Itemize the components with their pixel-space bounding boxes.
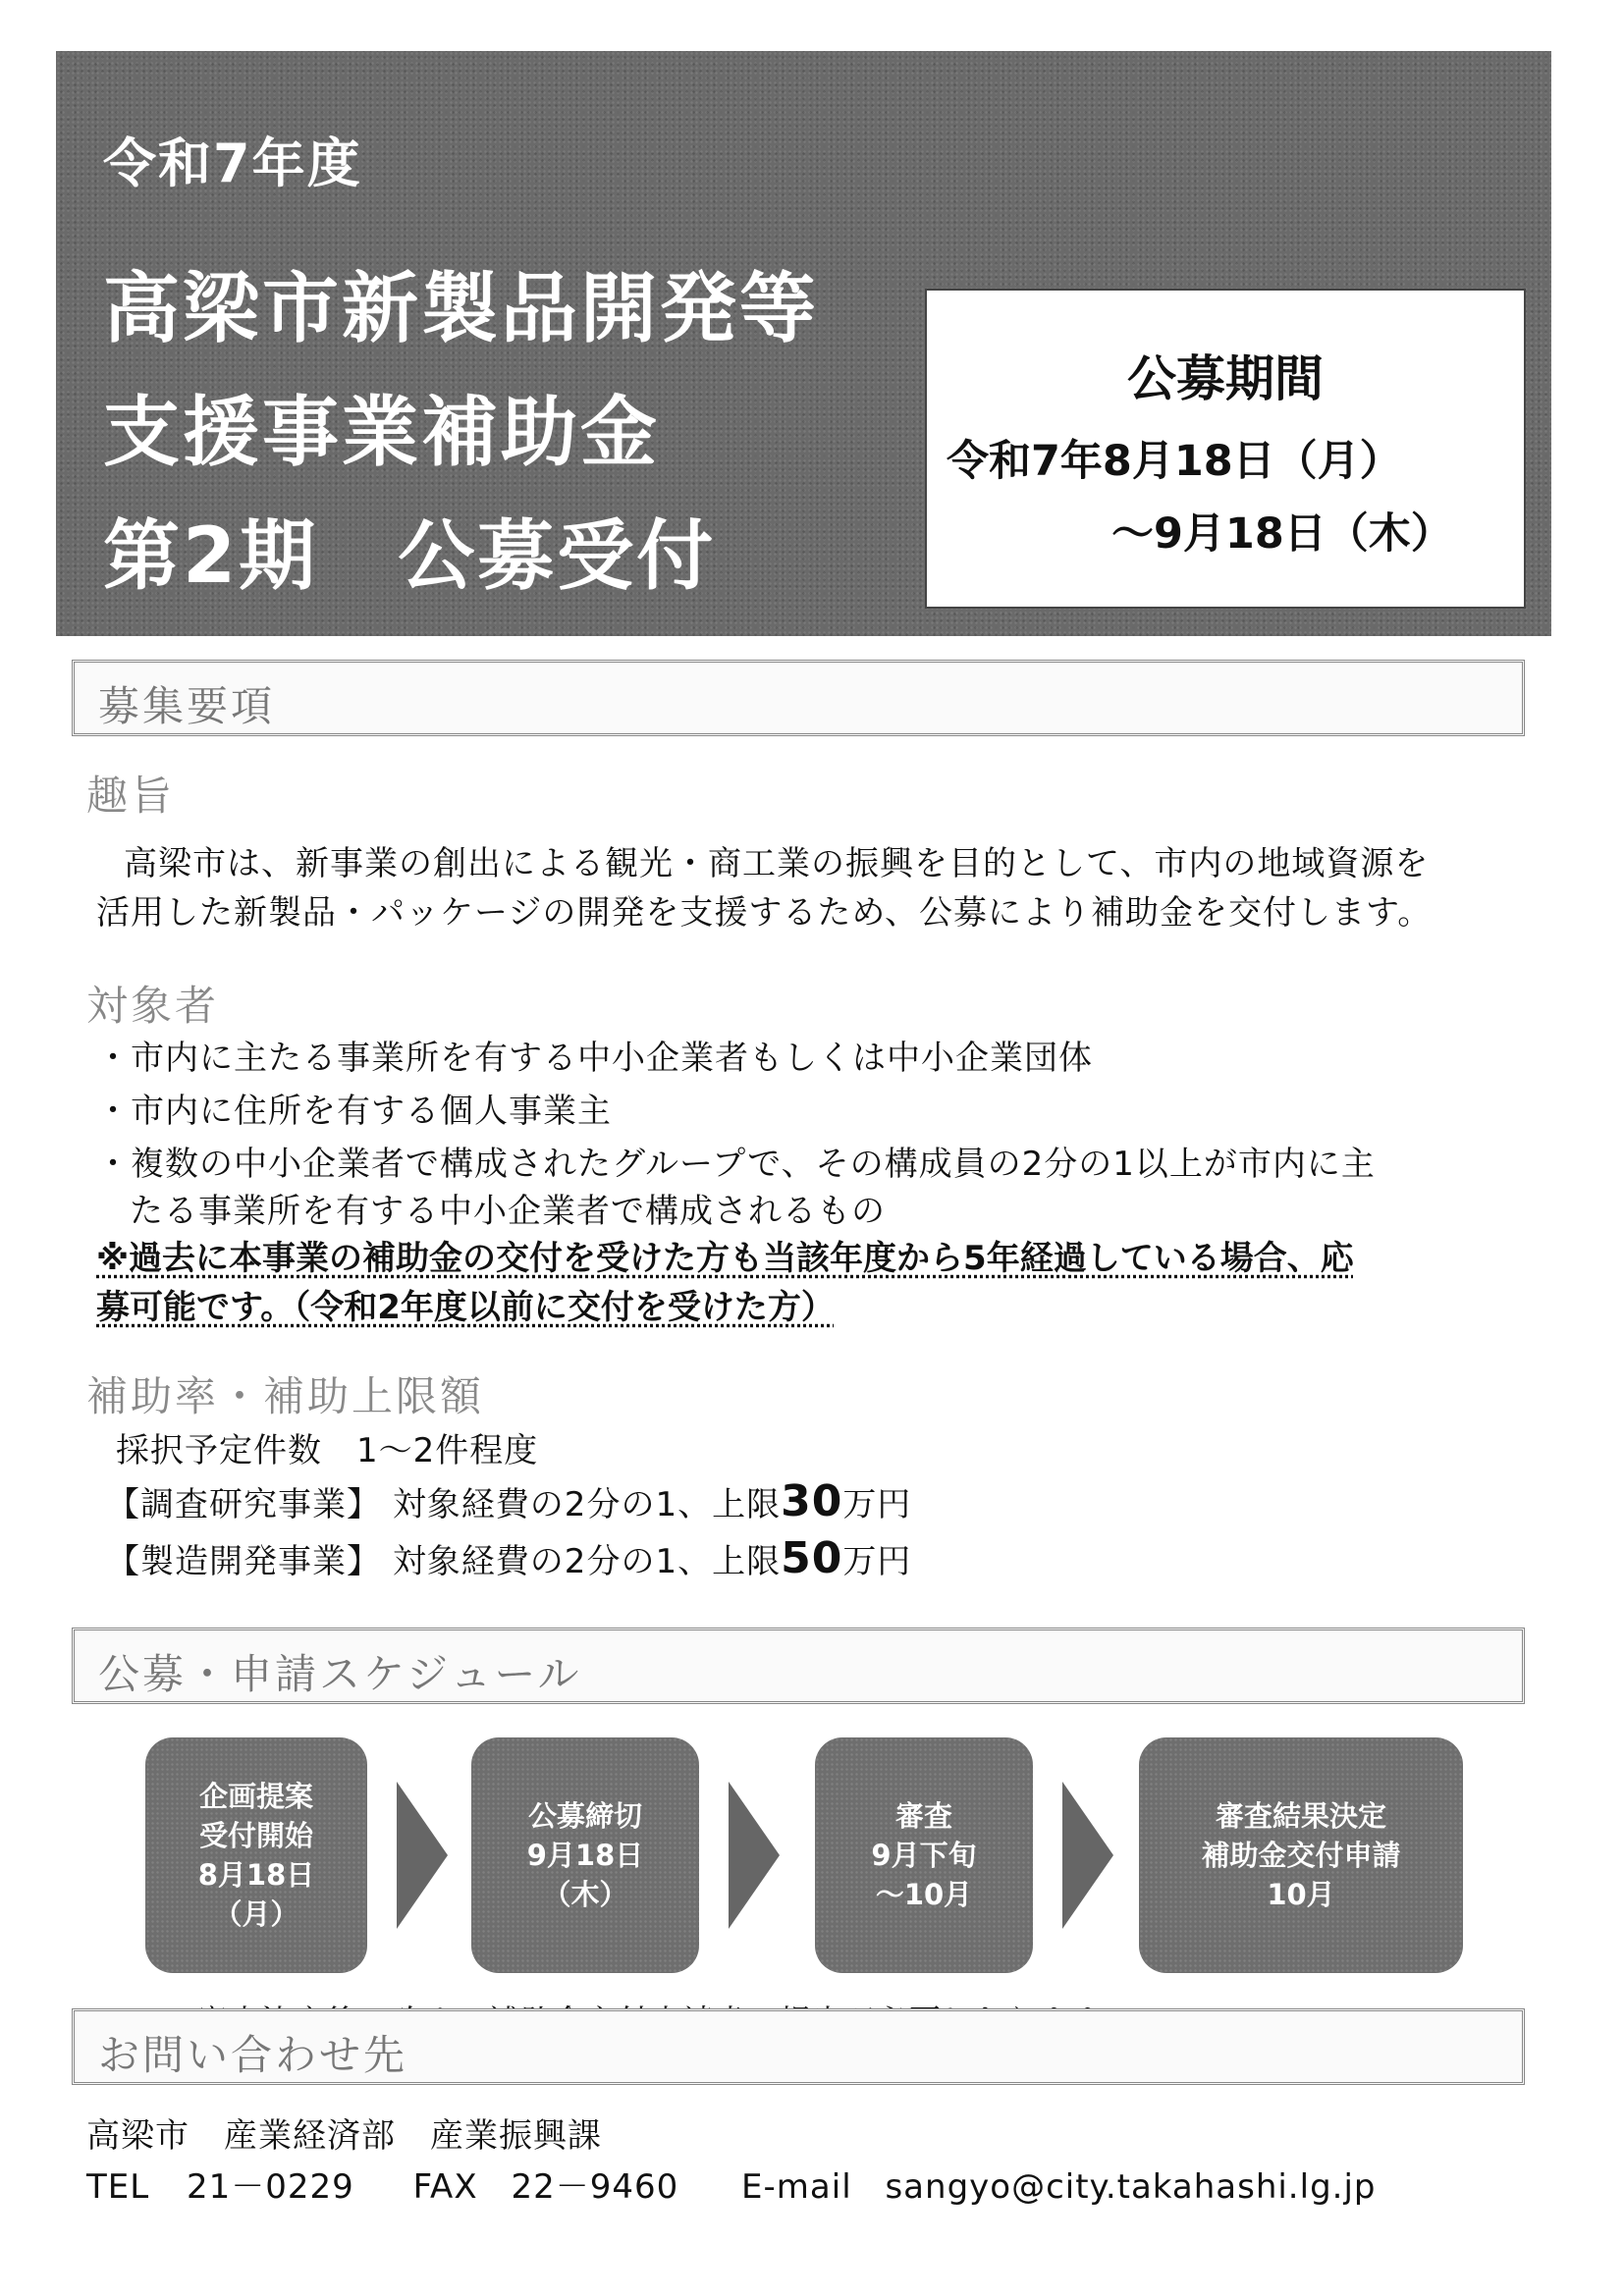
section-schedule-title: 公募・申請スケジュール	[98, 1650, 582, 1698]
step-2-line-1: 公募締切	[527, 1799, 642, 1833]
research-unit: 万円	[842, 1485, 912, 1524]
eligibility-heading: 対象者	[86, 982, 220, 1030]
section-recruitment-title: 募集要項	[98, 682, 276, 730]
title-banner	[56, 51, 1551, 636]
subsidy-manufacturing	[106, 1533, 911, 1583]
banner-title-line2: 支援事業補助金	[103, 389, 661, 477]
manufacturing-label: 【製造開発事業】	[106, 1542, 381, 1581]
subsidy-count: 採択予定件数 1～2件程度	[116, 1431, 539, 1470]
email-address: sangyo@city.takahashi.lg.jp	[885, 2167, 1377, 2207]
contact-department: 高梁市 産業経済部 産業振興課	[86, 2116, 602, 2156]
eligibility-note-line2: 募可能です。（令和2年度以前に交付を受けた方）	[96, 1288, 835, 1327]
step-4-line-3: 10月	[1267, 1878, 1335, 1911]
step-1-line-2: 受付開始	[198, 1819, 313, 1852]
step-3-line-2: 9月下旬	[871, 1839, 977, 1872]
step-4-line-2: 補助金交付申請	[1201, 1839, 1401, 1872]
research-text: 対象経費の2分の1、上限	[392, 1485, 782, 1524]
research-amount: 30	[781, 1476, 843, 1526]
step-2-line-2: 9月18日	[526, 1839, 644, 1872]
banner-title-line3: 第2期 公募受付	[103, 512, 717, 601]
arrow-right-icon	[393, 1772, 452, 1939]
eligibility-item-3-cont: たる事業所を有する中小企業者で構成されるもの	[130, 1192, 886, 1231]
step-1-line-4: （月）	[213, 1897, 299, 1931]
manufacturing-text: 対象経費の2分の1、上限	[392, 1542, 782, 1581]
manufacturing-amount: 50	[781, 1533, 843, 1583]
step-3-line-3: ～10月	[875, 1878, 973, 1911]
step-4-line-1: 審査結果決定	[1215, 1799, 1386, 1833]
application-period-box	[925, 289, 1526, 609]
period-end: ～9月18日（木）	[1111, 509, 1453, 559]
purpose-heading: 趣旨	[86, 772, 176, 820]
fax-label: FAX	[412, 2167, 478, 2207]
subsidy-research	[106, 1476, 911, 1526]
research-label: 【調査研究事業】	[106, 1485, 381, 1524]
tel-label: TEL	[86, 2167, 150, 2207]
eligibility-item-3: ・複数の中小企業者で構成されたグループで、その構成員の2分の1以上が市内に主	[96, 1145, 1376, 1184]
subsidy-heading: 補助率・補助上限額	[86, 1372, 485, 1420]
step-3-line-1: 審査	[894, 1799, 952, 1833]
banner-title-line1: 高梁市新製品開発等	[103, 265, 820, 353]
manufacturing-unit: 万円	[842, 1542, 912, 1581]
schedule-step-4	[1139, 1737, 1463, 1973]
schedule-step-2	[471, 1737, 699, 1973]
email-label: E-mail	[741, 2167, 852, 2207]
step-2-line-3: （木）	[542, 1878, 628, 1911]
section-contact-title: お問い合わせ先	[98, 2031, 408, 2079]
contact-line	[86, 2160, 1376, 2208]
eligibility-item-2: ・市内に住所を有する個人事業主	[96, 1092, 612, 1131]
section-recruitment	[72, 660, 1525, 736]
schedule-step-1	[145, 1737, 367, 1973]
tel-number: 21－0229	[187, 2167, 354, 2207]
arrow-right-icon	[725, 1772, 784, 1939]
period-title: 公募期間	[1127, 350, 1324, 407]
eligibility-note-line1: ※過去に本事業の補助金の交付を受けた方も当該年度から5年経過している場合、応	[96, 1239, 1354, 1278]
step-1-line-3: 8月18日	[197, 1858, 315, 1892]
purpose-line2: 活用した新製品・パッケージの開発を支援するため、公募により補助金を交付します。	[96, 893, 1433, 933]
schedule-step-3	[815, 1737, 1033, 1973]
step-1-line-1: 企画提案	[198, 1780, 313, 1813]
eligibility-item-1: ・市内に主たる事業所を有する中小企業者もしくは中小企業団体	[96, 1039, 1093, 1078]
section-contact	[72, 2008, 1525, 2085]
purpose-line1: 高梁市は、新事業の創出による観光・商工業の振興を目的として、市内の地域資源を	[124, 844, 1430, 883]
arrow-right-icon	[1058, 1772, 1117, 1939]
fax-number: 22－9460	[511, 2167, 679, 2207]
section-schedule	[72, 1628, 1525, 1704]
banner-year: 令和7年度	[103, 133, 362, 194]
period-start: 令和7年8月18日（月）	[947, 437, 1402, 486]
